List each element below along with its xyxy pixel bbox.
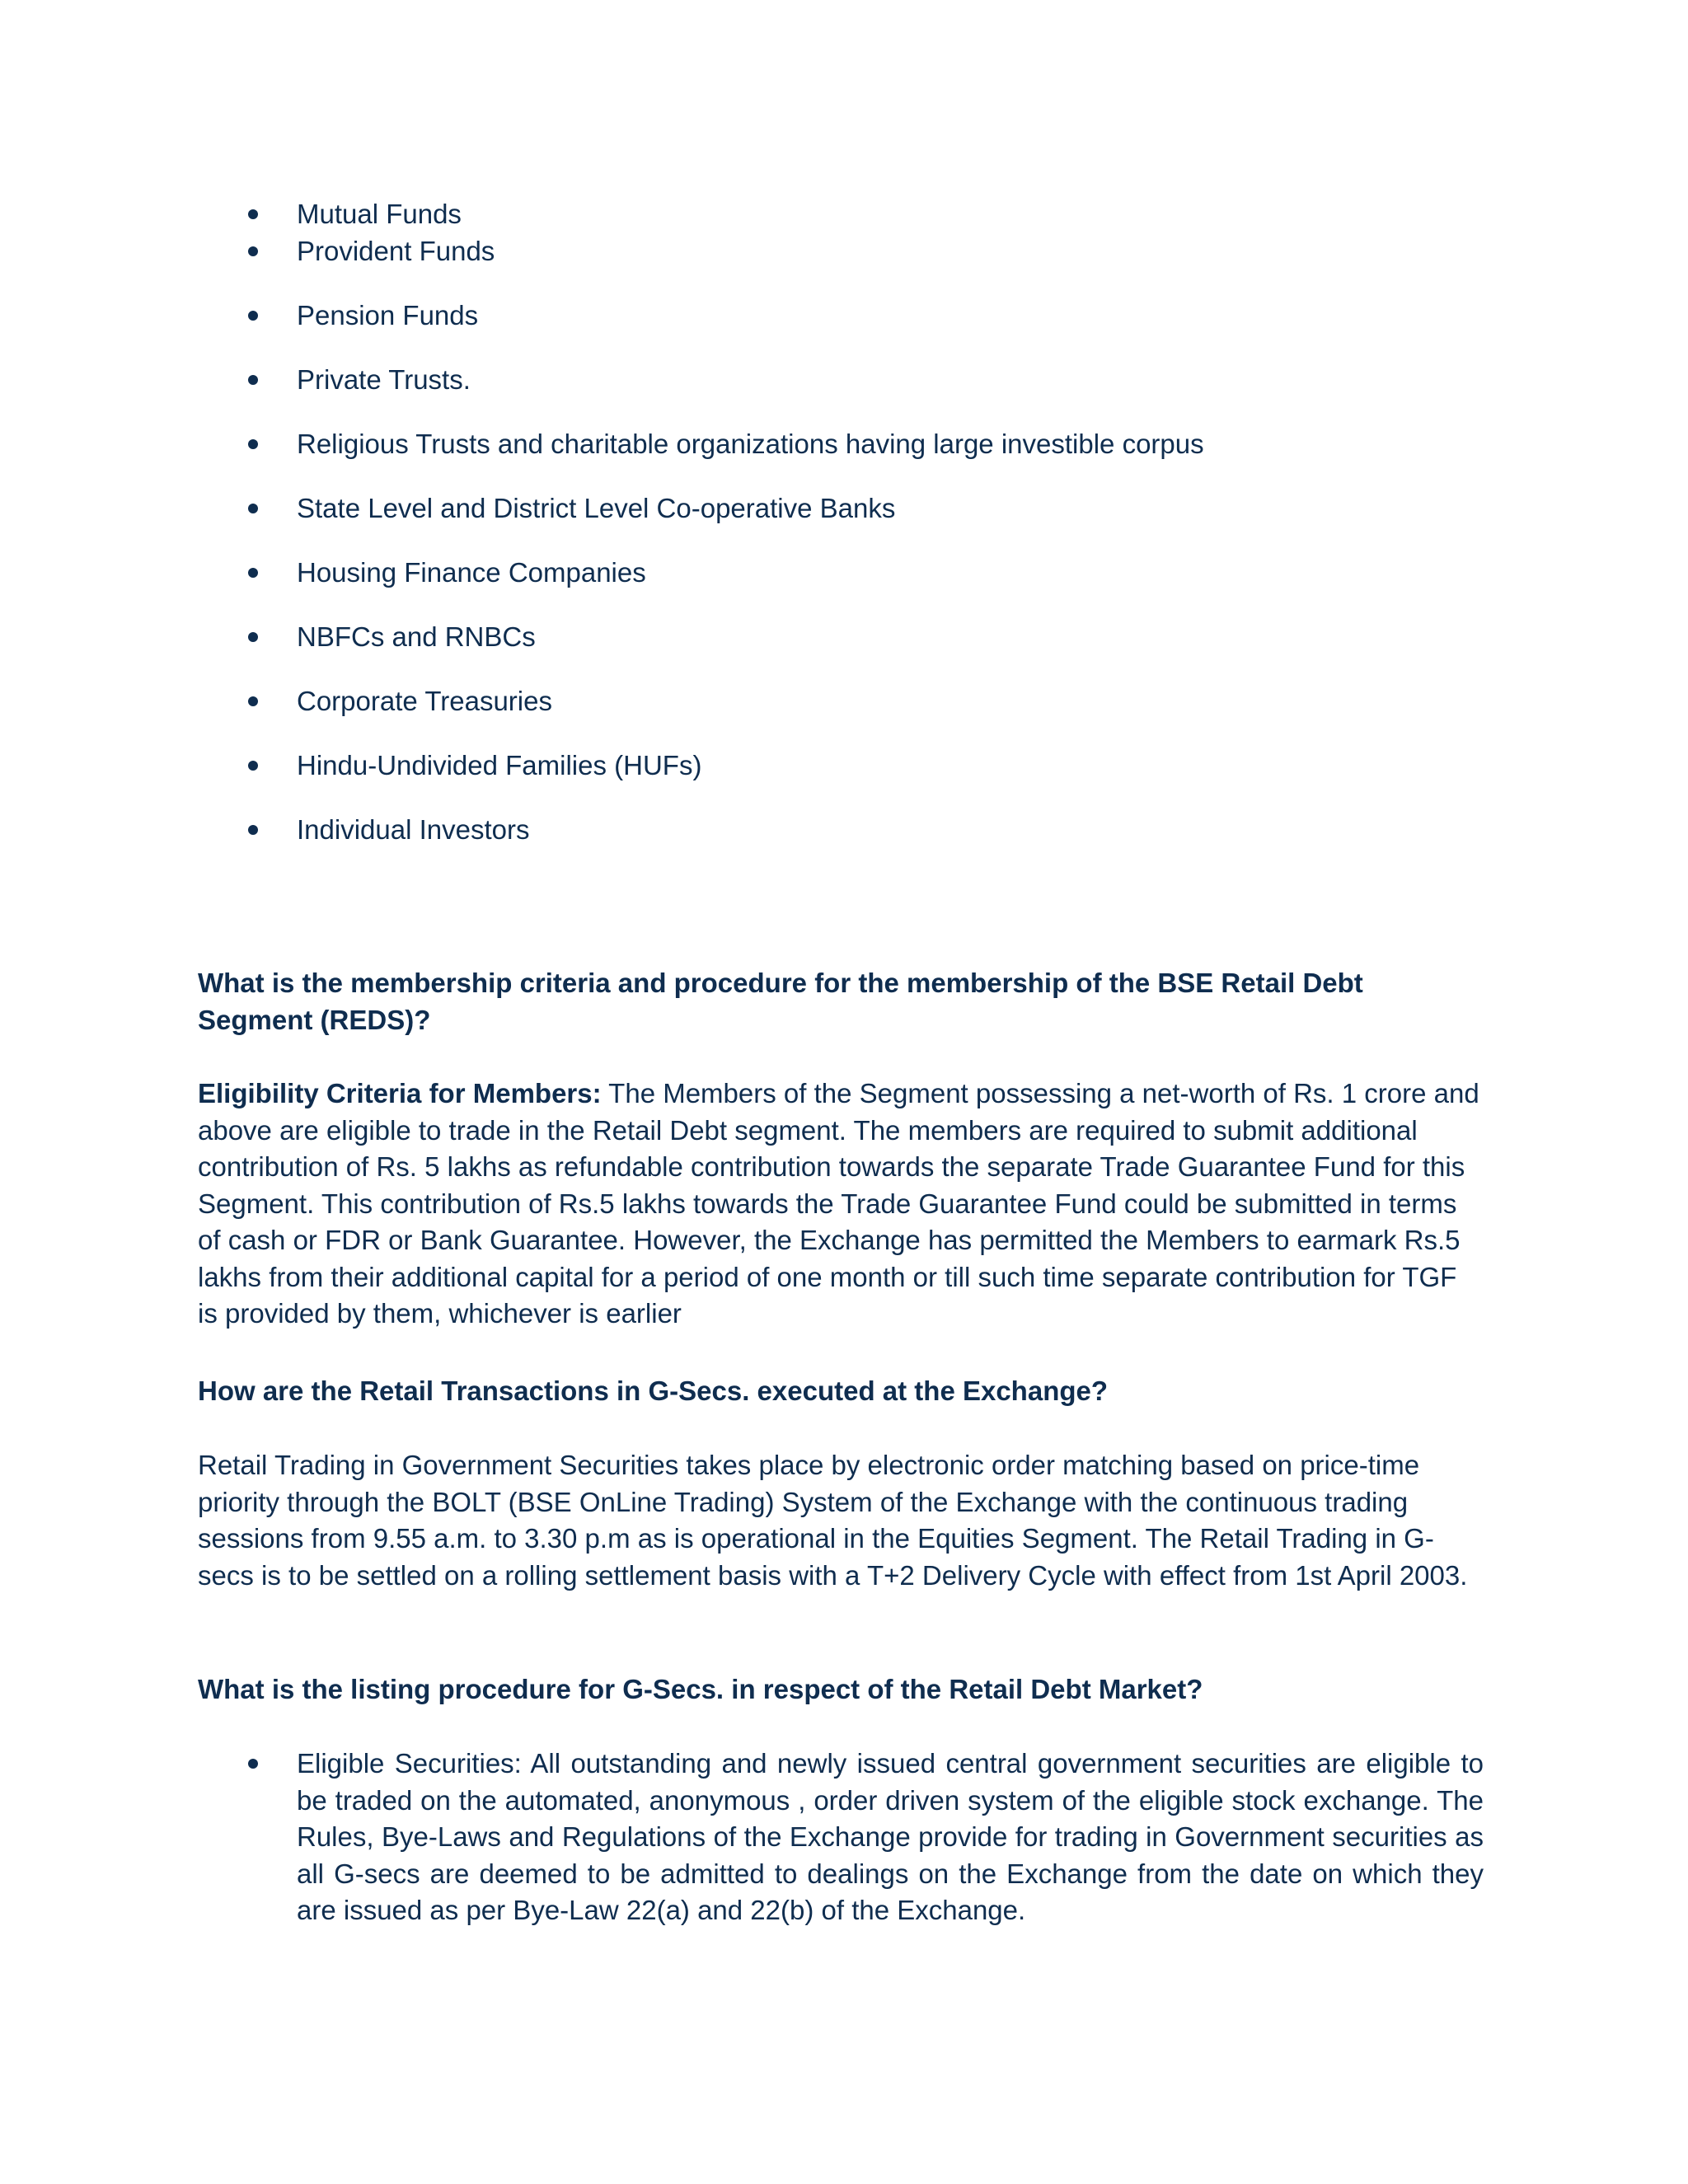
bullet-icon [248,1759,258,1769]
list-item-text: Hindu-Undivided Families (HUFs) [297,750,702,780]
bullet-icon [248,761,258,771]
list-item-text: Private Trusts. [297,364,471,395]
list-item-text: Corporate Treasuries [297,686,552,716]
eligibility-paragraph [198,1076,1484,1333]
listing-bullet-item [198,1746,1484,1929]
bullet-icon [248,696,258,706]
eligibility-label: Eligibility Criteria for Members: [198,1078,602,1108]
membership-question-heading: What is the membership criteria and procedure for the membership of the BSE Retail Debt Segment (REDS)? [198,968,1363,1035]
list-item-text: Provident Funds [297,236,495,266]
execution-question-heading: How are the Retail Transactions in G-Secs. executed at the Exchange? [198,1376,1109,1406]
list-item-text: NBFCs and RNBCs [297,621,536,652]
list-item-text: State Level and District Level Co-operative Banks [297,493,896,523]
bullet-icon [248,439,258,449]
bullet-icon [248,504,258,513]
list-item-text: Individual Investors [297,814,530,845]
list-item-text: Mutual Funds [297,199,462,229]
listing-question-heading: What is the listing procedure for G-Secs. in respect of the Retail Debt Market? [198,1674,1203,1704]
execution-answer-paragraph: Retail Trading in Government Securities takes place by electronic order matching based on price-time priority through the BOLT (BSE OnLine Trading) System of the Exchange with the continuous trading sessions from 9.55 a.m. to 3.30 p.m as is operational in the Equities Segment. The Retail Trading in G-secs is to be settled on a rolling settlement basis with a T+2 Delivery Cycle with effect from 1st April 2003. [198,1450,1468,1591]
list-item-text: Pension Funds [297,300,479,330]
bullet-icon [248,311,258,321]
bullet-icon [248,632,258,642]
bullet-icon [248,209,258,219]
bullet-icon [248,375,258,385]
bullet-icon [248,825,258,835]
bullet-icon [248,246,258,256]
listing-bullet-text: Eligible Securities: All outstanding and newly issued central government securities are eligible to be traded on the automated, anonymous , order driven system of the eligible stock exchange. The Rules, Bye-Laws and Regulations of the Exchange provide for trading in Government securities as all G-secs are deemed to be admitted to dealings on the Exchange from the date on which they are issued as per Bye-Law 22(a) and 22(b) of the Exchange. [297,1748,1484,1925]
list-item-text: Religious Trusts and charitable organizations having large investible corpus [297,429,1204,459]
bullet-icon [248,568,258,578]
list-item-text: Housing Finance Companies [297,557,646,588]
eligibility-text: The Members of the Segment possessing a net-worth of Rs. 1 crore and above are eligible to trade in the Retail Debt segment. The members are required to submit additional contribution of Rs. 5 lakhs as refundable contribution towards the separate Trade Guarantee Fund for this Segment. This contribution of Rs.5 lakhs towards the Trade Guarantee Fund could be submitted in terms of cash or FDR or Bank Guarantee. However, the Exchange has permitted the Members to earmark Rs.5 lakhs from their additional capital for a period of one month or till such time separate contribution for TGF is provided by them, whichever is earlier [198,1078,1479,1329]
